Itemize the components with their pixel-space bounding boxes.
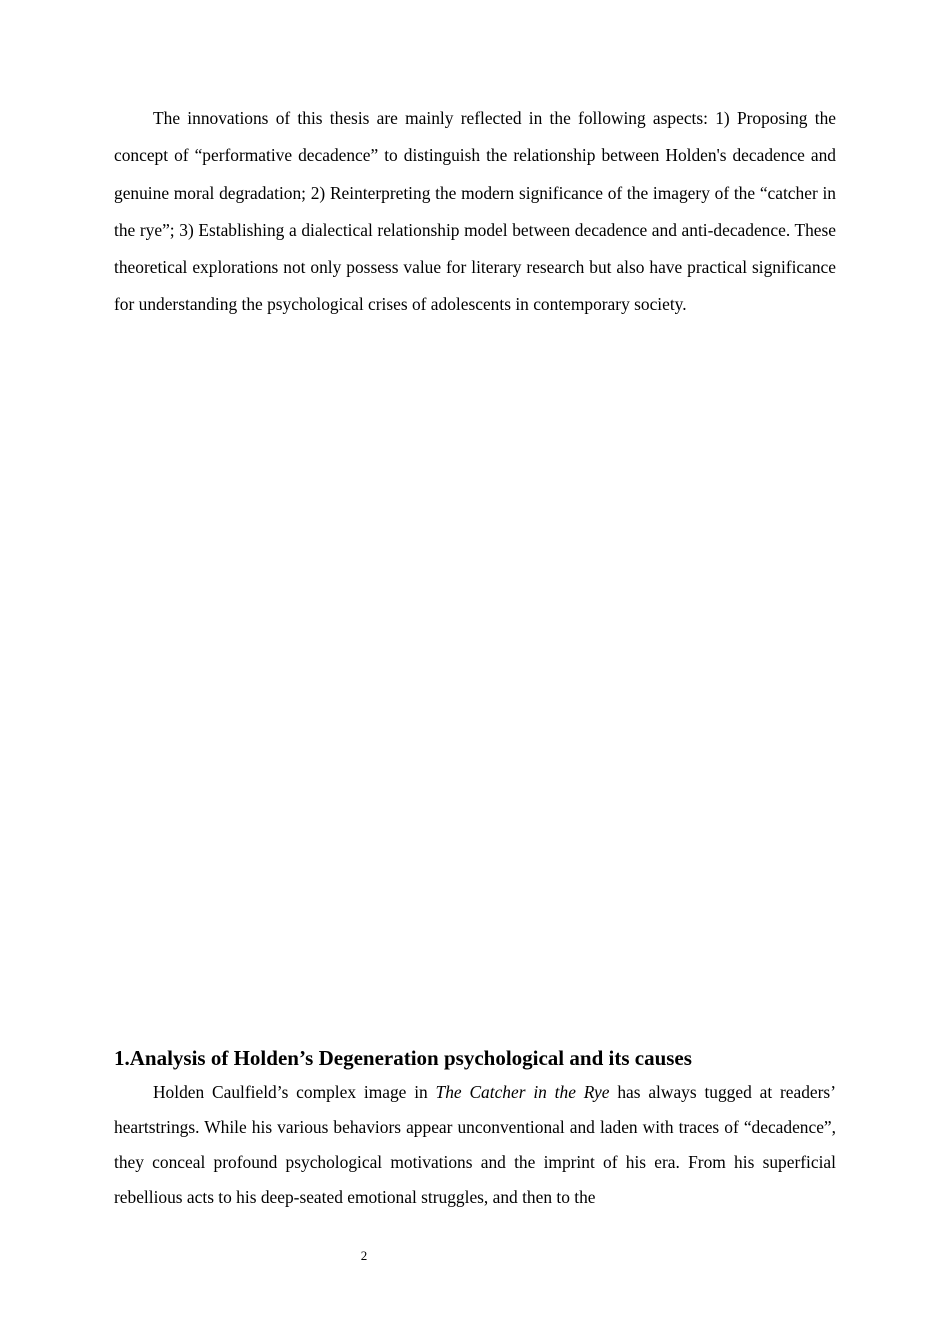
paragraph-text-after-title: has always tugged at readers’ heartstrings. While his various behaviors appear unconventional and laden with traces of “decadence”, they conceal profound psychological motivations and the imprint of his era. From his superficial rebellious acts to his deep-seated emotional struggles, and then to the	[114, 1082, 836, 1207]
paragraph-text-before-title: Holden Caulfield’s complex image in	[153, 1082, 436, 1102]
page-number: 2	[360, 1248, 368, 1263]
section-paragraph	[114, 1075, 836, 1215]
intro-paragraph: The innovations of this thesis are mainly reflected in the following aspects: 1) Proposing the concept of “performative decadence” to distinguish the relationship between Holden's decadence and genuine moral degradation; 2) Reinterpreting the modern significance of the imagery of the “catcher in the rye”; 3) Establishing a dialectical relationship model between decadence and anti-decadence. These theoretical explorations not only possess value for literary research but also have practical significance for understanding the psychological crises of adolescents in contemporary society.	[114, 108, 836, 315]
book-title: The Catcher in the Rye	[435, 1082, 610, 1102]
section-heading: 1.Analysis of Holden’s Degeneration psychological and its causes	[114, 1046, 692, 1070]
